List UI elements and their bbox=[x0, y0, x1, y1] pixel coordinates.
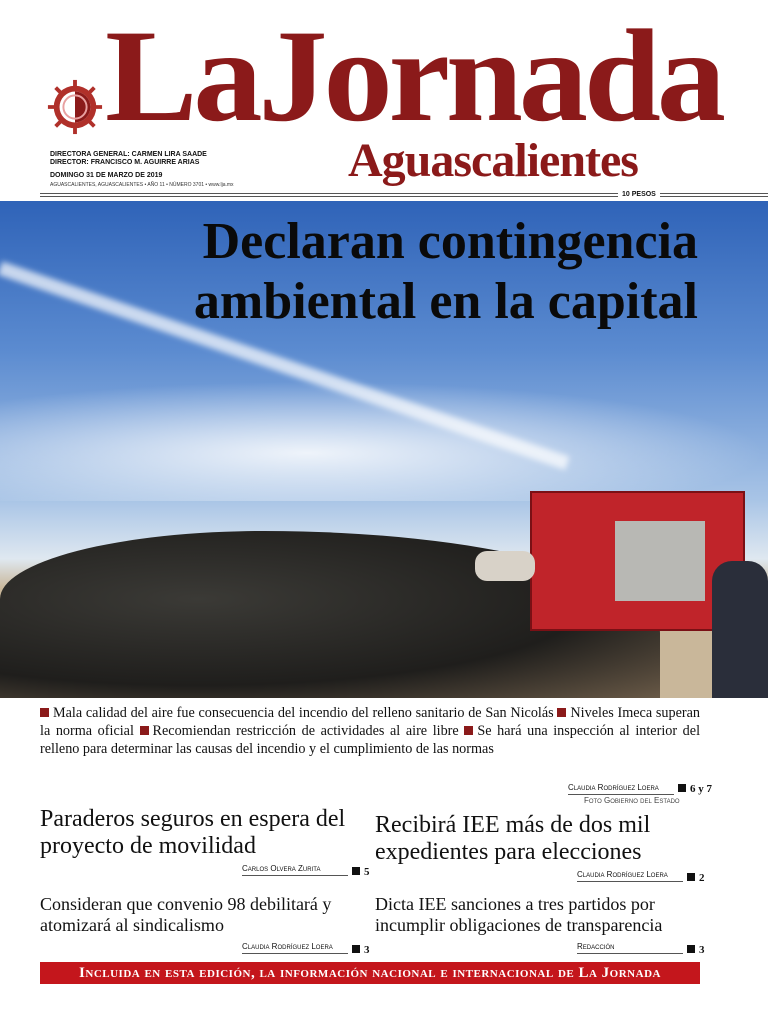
logo-sun-icon bbox=[46, 78, 104, 136]
headline-line: ambiental en la capital bbox=[193, 273, 698, 330]
story-page-ref[interactable]: 5 bbox=[352, 866, 370, 878]
story-byline: Claudia Rodríguez Loera bbox=[242, 942, 348, 954]
date: DOMINGO 31 DE MARZO DE 2019 bbox=[50, 172, 163, 179]
lead-deck bbox=[40, 704, 700, 758]
story-byline: Claudia Rodríguez Loera bbox=[577, 870, 683, 882]
deck-item: Niveles Imeca superan la norma oficial bbox=[40, 705, 700, 739]
lead-byline: Claudia Rodríguez Loera bbox=[568, 783, 674, 795]
story-byline: Carlos Olvera Zurita bbox=[242, 864, 348, 876]
director: DIRECTOR: FRANCISCO M. AGUIRRE ARIAS bbox=[50, 159, 200, 166]
edition-info: AGUASCALIENTES, AGUASCALIENTES • AÑO 11 • NÚMERO 3701 • www.lja.mx bbox=[50, 182, 234, 188]
edition-banner: Incluida en esta edición, la información nacional e internacional de La Jornada bbox=[40, 962, 700, 984]
logo-wordmark: LaJornada bbox=[105, 2, 722, 149]
deck-item: Se hará una inspección al interior del relleno para determinar las causas del incendio y el cumplimiento de las normas bbox=[40, 723, 701, 757]
story-page-ref[interactable]: 2 bbox=[687, 872, 705, 884]
story-headline[interactable]: Consideran que convenio 98 debilitará y atomizará al sindicalismo bbox=[40, 894, 332, 935]
story-headline[interactable]: Paraderos seguros en espera del proyecto de movilidad bbox=[40, 806, 346, 859]
logo-subtitle: Aguascalientes bbox=[348, 134, 638, 187]
photo-credit: Foto Gobierno del Estado bbox=[584, 796, 680, 805]
lead-page-ref[interactable]: 6 y 7 bbox=[678, 783, 712, 795]
lead-headline[interactable] bbox=[194, 212, 698, 332]
story-headline[interactable]: Dicta IEE sanciones a tres partidos por incumplir obligaciones de transparencia bbox=[375, 894, 663, 935]
deck-item: Recomiendan restricción de actividades al aire libre bbox=[152, 723, 459, 739]
story-headline[interactable]: Recibirá IEE más de dos mil expedientes para elecciones bbox=[375, 812, 651, 865]
story-byline: Redacción bbox=[577, 942, 683, 954]
price: 10 PESOS bbox=[618, 191, 660, 199]
story-page-ref[interactable]: 3 bbox=[687, 944, 705, 956]
story-page-ref[interactable]: 3 bbox=[352, 944, 370, 956]
headline-line: Declaran contingencia bbox=[202, 213, 698, 270]
director-general: DIRECTORA GENERAL: CARMEN LIRA SAADE bbox=[50, 151, 207, 158]
deck-item: Mala calidad del aire fue consecuencia del incendio del relleno sanitario de San Nicolás bbox=[53, 705, 554, 721]
